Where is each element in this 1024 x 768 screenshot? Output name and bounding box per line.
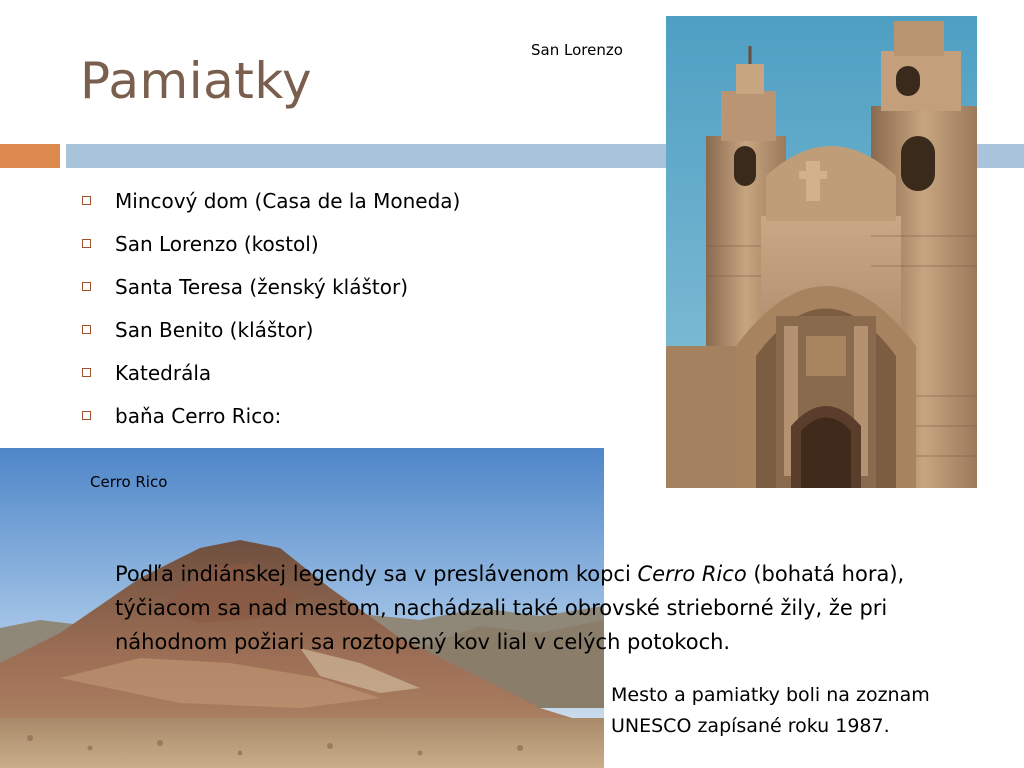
bullet-box-icon bbox=[82, 411, 91, 420]
monuments-list bbox=[80, 186, 460, 444]
accent-bar-orange bbox=[0, 144, 60, 168]
bullet-box-icon bbox=[82, 368, 91, 377]
bullet-box-icon bbox=[82, 239, 91, 248]
unesco-note bbox=[611, 680, 1011, 742]
church-illustration bbox=[666, 16, 977, 488]
bullet-box-icon bbox=[82, 282, 91, 291]
list-item: Mincový dom (Casa de la Moneda) bbox=[80, 186, 460, 229]
legend-italic: Cerro Rico bbox=[637, 562, 747, 586]
list-item: Katedrála bbox=[80, 358, 460, 401]
list-item: San Lorenzo (kostol) bbox=[80, 229, 460, 272]
bullet-box-icon bbox=[82, 325, 91, 334]
caption-san-lorenzo: San Lorenzo bbox=[531, 41, 623, 59]
unesco-line: UNESCO zapísané roku 1987. bbox=[611, 715, 890, 737]
church-photo bbox=[666, 16, 977, 488]
list-item: Santa Teresa (ženský kláštor) bbox=[80, 272, 460, 315]
list-item: baňa Cerro Rico: bbox=[80, 401, 460, 444]
slide-title: Pamiatky bbox=[80, 52, 313, 110]
list-item: San Benito (kláštor) bbox=[80, 315, 460, 358]
bullet-box-icon bbox=[82, 196, 91, 205]
caption-cerro-rico: Cerro Rico bbox=[90, 473, 168, 491]
legend-paragraph: Podľa indiánskej legendy sa v preslávenom kopci Cerro Rico (bohatá hora), týčiacom sa nad mestom, nachádzali také obrovské strieborné žily, že pri náhodnom požiari sa roztopený kov lial v celých potokoch. bbox=[115, 562, 905, 654]
unesco-line: Mesto a pamiatky boli na zoznam bbox=[611, 684, 930, 706]
